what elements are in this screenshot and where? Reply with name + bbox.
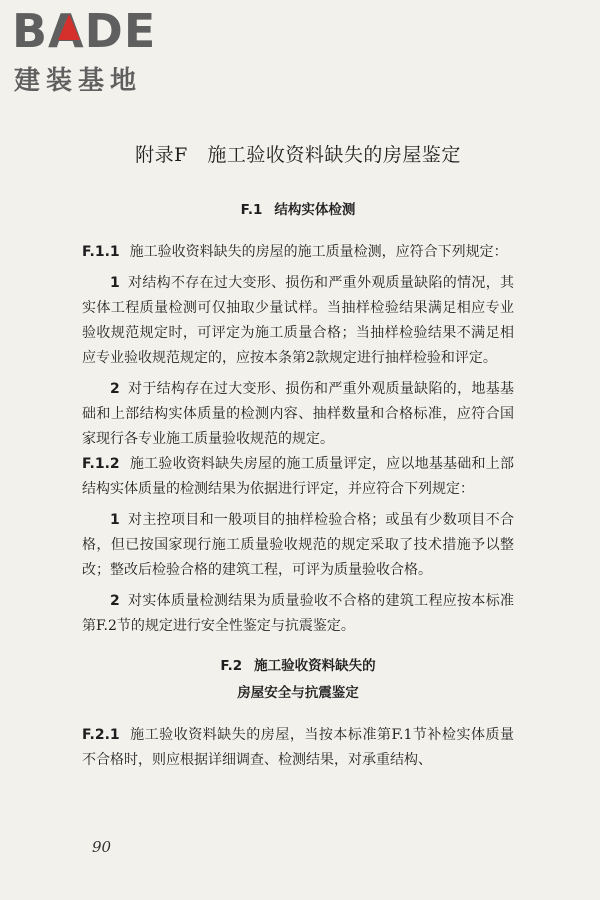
section-number: F.1 <box>240 202 263 218</box>
item-text: 对于结构存在过大变形、损伤和严重外观质量缺陷的，地基基础和上部结构实体质量的检测内容、抽样数量和合格标准，应符合国家现行各专业施工质量验收规范的规定。 <box>82 381 514 447</box>
clause-f12 <box>82 452 514 502</box>
section-title-line1: 施工验收资料缺失的 <box>254 658 376 674</box>
item-number: 2 <box>110 593 120 609</box>
page-number: 90 <box>92 838 112 856</box>
section-title-line2: 房屋安全与抗震鉴定 <box>237 685 359 701</box>
section-heading-f2 <box>82 653 514 707</box>
clause-item <box>82 589 514 639</box>
item-number: 2 <box>110 381 120 397</box>
item-text: 对实体质量检测结果为质量验收不合格的建筑工程应按本标准第F.2节的规定进行安全性鉴定与抗震鉴定。 <box>82 593 514 634</box>
item-text: 对主控项目和一般项目的抽样检验合格；或虽有少数项目不合格，但已按国家现行施工质量验收规范的规定采取了技术措施予以整改；整改后检验合格的建筑工程，可评为质量验收合格。 <box>82 512 514 578</box>
document-page <box>82 140 514 773</box>
clause-item <box>82 271 514 371</box>
watermark-logo <box>8 4 198 94</box>
clause-text: 施工验收资料缺失的房屋的施工质量检测，应符合下列规定： <box>129 244 508 260</box>
clause-label: F.2.1 <box>82 727 120 743</box>
clause-text: 施工验收资料缺失的房屋，当按本标准第F.1节补检实体质量不合格时，则应根据详细调查、检测结果，对承重结构、 <box>82 727 514 768</box>
section-title: 结构实体检测 <box>274 202 356 218</box>
item-text: 对结构不存在过大变形、损伤和严重外观质量缺陷的情况，其实体工程质量检测可仅抽取少量试样。当抽样检验结果满足相应专业验收规范规定时，可评定为施工质量合格；当抽样检验结果不满足相应专业验收规范规定的，应按本条第2款规定进行抽样检验和评定。 <box>82 275 514 366</box>
section-number: F.2 <box>220 658 243 674</box>
clause-item <box>82 377 514 452</box>
watermark-brand: BADE <box>12 4 157 58</box>
clause-f21 <box>82 723 514 773</box>
clause-label: F.1.1 <box>82 244 120 260</box>
clause-item <box>82 508 514 583</box>
watermark-subtitle: 建装基地 <box>14 66 143 96</box>
clause-f11 <box>82 240 514 265</box>
item-number: 1 <box>110 512 120 528</box>
clause-label: F.1.2 <box>82 456 120 472</box>
clause-text: 施工验收资料缺失房屋的施工质量评定，应以地基基础和上部结构实体质量的检测结果为依据进行评定，并应符合下列规定： <box>82 456 514 497</box>
watermark-triangle-icon <box>58 14 80 40</box>
appendix-title: 附录F 施工验收资料缺失的房屋鉴定 <box>135 144 461 166</box>
section-heading-f1 <box>82 197 514 224</box>
item-number: 1 <box>110 275 120 291</box>
